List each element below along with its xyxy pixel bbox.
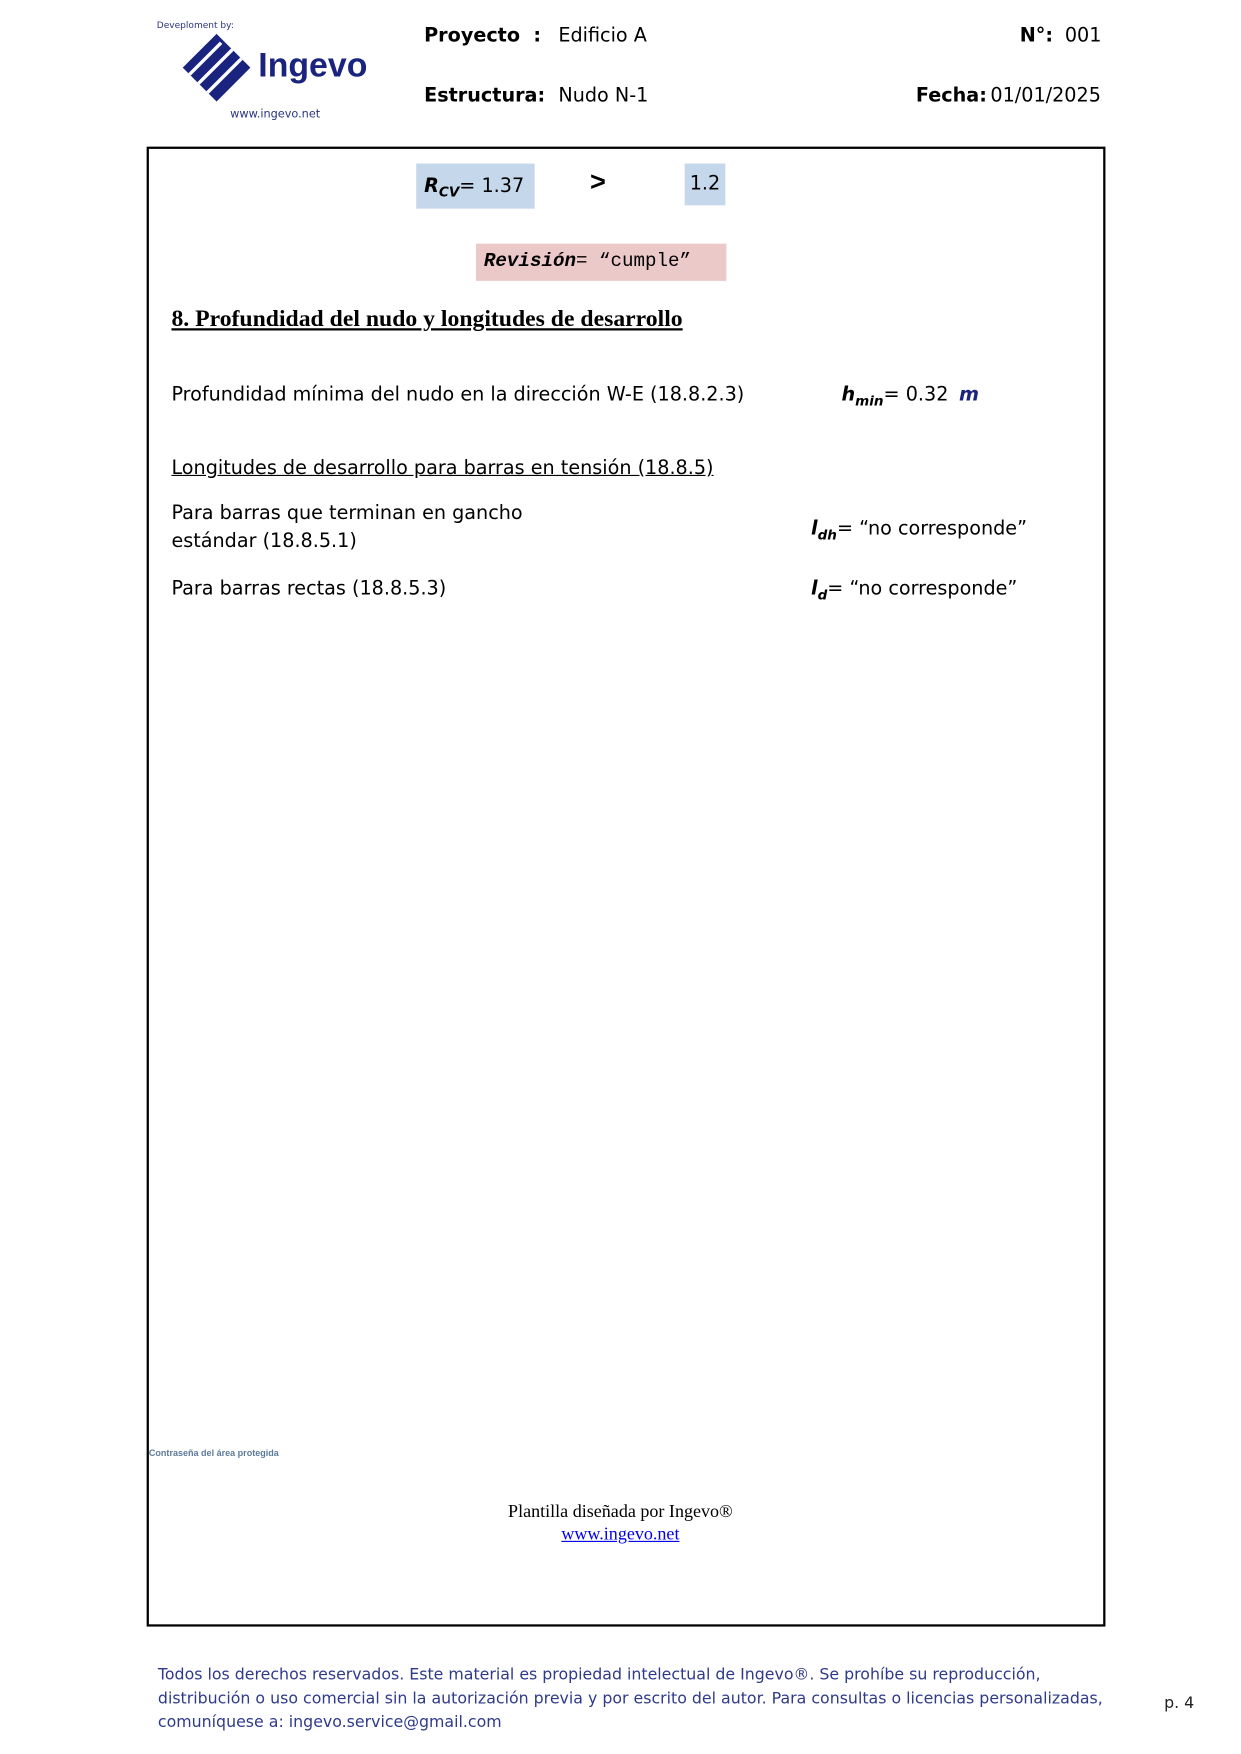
estructura-label: Estructura: <box>424 84 546 108</box>
depth-text: Profundidad mínima del nudo en la dirección W-E (18.8.2.3) <box>171 383 745 407</box>
hmin-unit: m <box>959 383 979 407</box>
numero-value: 001 <box>1064 24 1102 48</box>
numero-label: N°: <box>1019 24 1054 48</box>
logo-text: Ingevo <box>258 47 368 85</box>
rcv-box <box>416 164 534 209</box>
protected-area-label: Contraseña del área protegida <box>148 1448 279 1459</box>
estructura-value: Nudo N-1 <box>558 84 649 108</box>
content-frame <box>147 147 1106 1627</box>
logo-url[interactable]: www.ingevo.net <box>230 108 321 121</box>
section-title: 8. Profundidad del nudo y longitudes de desarrollo <box>171 304 683 332</box>
proyecto-label: Proyecto : <box>424 24 542 48</box>
ldh-result <box>811 518 1027 543</box>
ldh-value: = “no corresponde” <box>836 517 1028 541</box>
ldh-sub: dh <box>817 527 837 544</box>
proyecto-value: Edificio A <box>558 24 647 48</box>
ingevo-logo-icon <box>180 34 252 102</box>
rcv-sub: CV <box>438 184 460 201</box>
page-number: p. 4 <box>1164 1694 1195 1713</box>
template-credit: Plantilla diseñada por Ingevo® <box>508 1502 733 1522</box>
rcv-value: = 1.37 <box>459 174 525 198</box>
ld-result <box>811 578 1017 603</box>
developed-by-label: Deveploment by: <box>156 20 234 31</box>
hmin-value: = 0.32 <box>883 383 949 407</box>
template-link[interactable]: www.ingevo.net <box>561 1525 680 1545</box>
fecha-value: 01/01/2025 <box>990 84 1101 108</box>
operator-greater: > <box>589 166 606 198</box>
fecha-label: Fecha: <box>915 84 987 108</box>
hmin-result <box>841 384 979 409</box>
ld-sub: d <box>817 587 828 603</box>
ld-symbol: l <box>811 577 818 601</box>
revision-value: = “cumple” <box>575 251 692 273</box>
hmin-symbol: h <box>841 383 856 407</box>
development-heading: Longitudes de desarrollo para barras en tensión (18.8.5) <box>171 456 714 480</box>
limit-box <box>685 164 726 206</box>
copyright-footer: Todos los derechos reservados. Este material es propiedad intelectual de Ingevo®. Se prohíbe su reproducción, distribución o uso comercial sin la autorización previa y por escrito del autor. Para consultas o licencias personalizadas, comuníquese a: ingevo.service@gmail.com <box>157 1666 1103 1732</box>
revision-symbol: Revisión <box>483 251 576 273</box>
rcv-symbol: R <box>424 174 439 198</box>
straight-text: Para barras rectas (18.8.5.3) <box>171 577 447 601</box>
ld-value: = “no corresponde” <box>827 577 1018 601</box>
hmin-sub: min <box>855 392 884 409</box>
limit-value: 1.2 <box>689 172 721 196</box>
hook-text-1: Para barras que terminan en gancho <box>171 501 523 525</box>
hook-text-2: estándar (18.8.5.1) <box>171 530 357 553</box>
revision-box <box>476 244 726 281</box>
ldh-symbol: l <box>811 517 818 541</box>
